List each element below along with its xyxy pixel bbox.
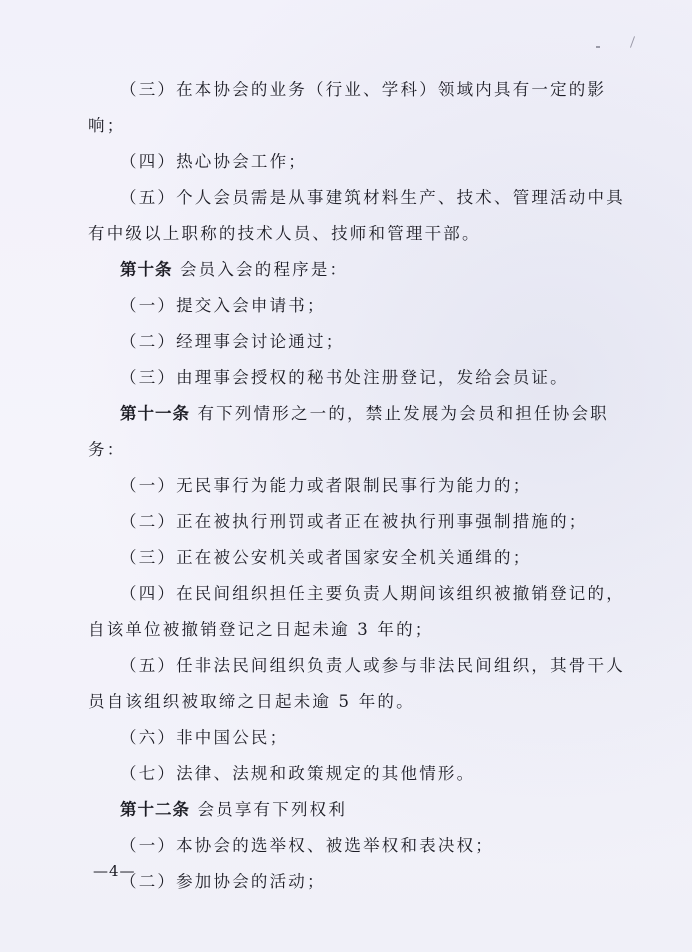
text-line [88,648,640,684]
text-line [88,828,640,864]
text-line [88,468,640,504]
line-text: （七）法律、法规和政策规定的其他情形。 [120,764,476,783]
line-text: （六）非中国公民； [120,728,289,747]
text-line [88,72,640,108]
line-text: （二）参加协会的活动； [120,872,326,891]
line-text: 务： [88,440,126,459]
article-heading: 第十条 [120,260,173,279]
line-text: 会员享有下列权利 [190,800,348,819]
line-text: （二）经理事会讨论通过； [120,332,345,351]
text-line [88,360,640,396]
line-text: （一）本协会的选举权、被选举权和表决权； [120,836,494,855]
text-line [88,108,640,144]
line-text: （二）正在被执行刑罚或者正在被执行刑事强制措施的； [120,512,588,531]
article-heading: 第十二条 [120,800,190,819]
line-text: （三）由理事会授权的秘书处注册登记，发给会员证。 [120,368,569,387]
line-text: 有中级以上职称的技术人员、技师和管理干部。 [88,224,481,243]
line-text: 有下列情形之一的，禁止发展为会员和担任协会职 [190,404,609,423]
document-body [88,72,640,900]
scan-mark [630,36,635,48]
text-line [88,324,640,360]
text-line [88,612,640,648]
text-line [88,180,640,216]
line-text: 员自该组织被取缔之日起未逾 5 年的。 [88,692,415,711]
line-text: 会员入会的程序是： [172,260,349,279]
line-text: （五）个人会员需是从事建筑材料生产、技术、管理活动中具 [120,188,625,207]
line-text: （五）任非法民间组织负责人或参与非法民间组织，其骨干人 [120,656,625,675]
text-line [88,684,640,720]
article-heading: 第十一条 [120,404,190,423]
text-line [88,216,640,252]
text-line [88,144,640,180]
text-line [88,864,640,900]
text-line [88,432,640,468]
article-line [88,252,640,288]
line-text: 自该单位被撤销登记之日起未逾 3 年的； [88,620,434,639]
article-line [88,792,640,828]
article-line [88,396,640,432]
text-line [88,288,640,324]
text-line [88,540,640,576]
line-text: （三）正在被公安机关或者国家安全机关通缉的； [120,548,532,567]
text-line [88,504,640,540]
line-text: （一）提交入会申请书； [120,296,326,315]
text-line [88,576,640,612]
text-line [88,720,640,756]
line-text: （四）热心协会工作； [120,152,307,171]
line-text: （一）无民事行为能力或者限制民事行为能力的； [120,476,532,495]
line-text: 响； [88,116,126,135]
text-line [88,756,640,792]
line-text: （四）在民间组织担任主要负责人期间该组织被撤销登记的， [120,584,625,603]
line-text: （三）在本协会的业务（行业、学科）领域内具有一定的影 [120,80,607,99]
scan-mark [596,46,600,48]
page-number: —4— [93,862,136,880]
